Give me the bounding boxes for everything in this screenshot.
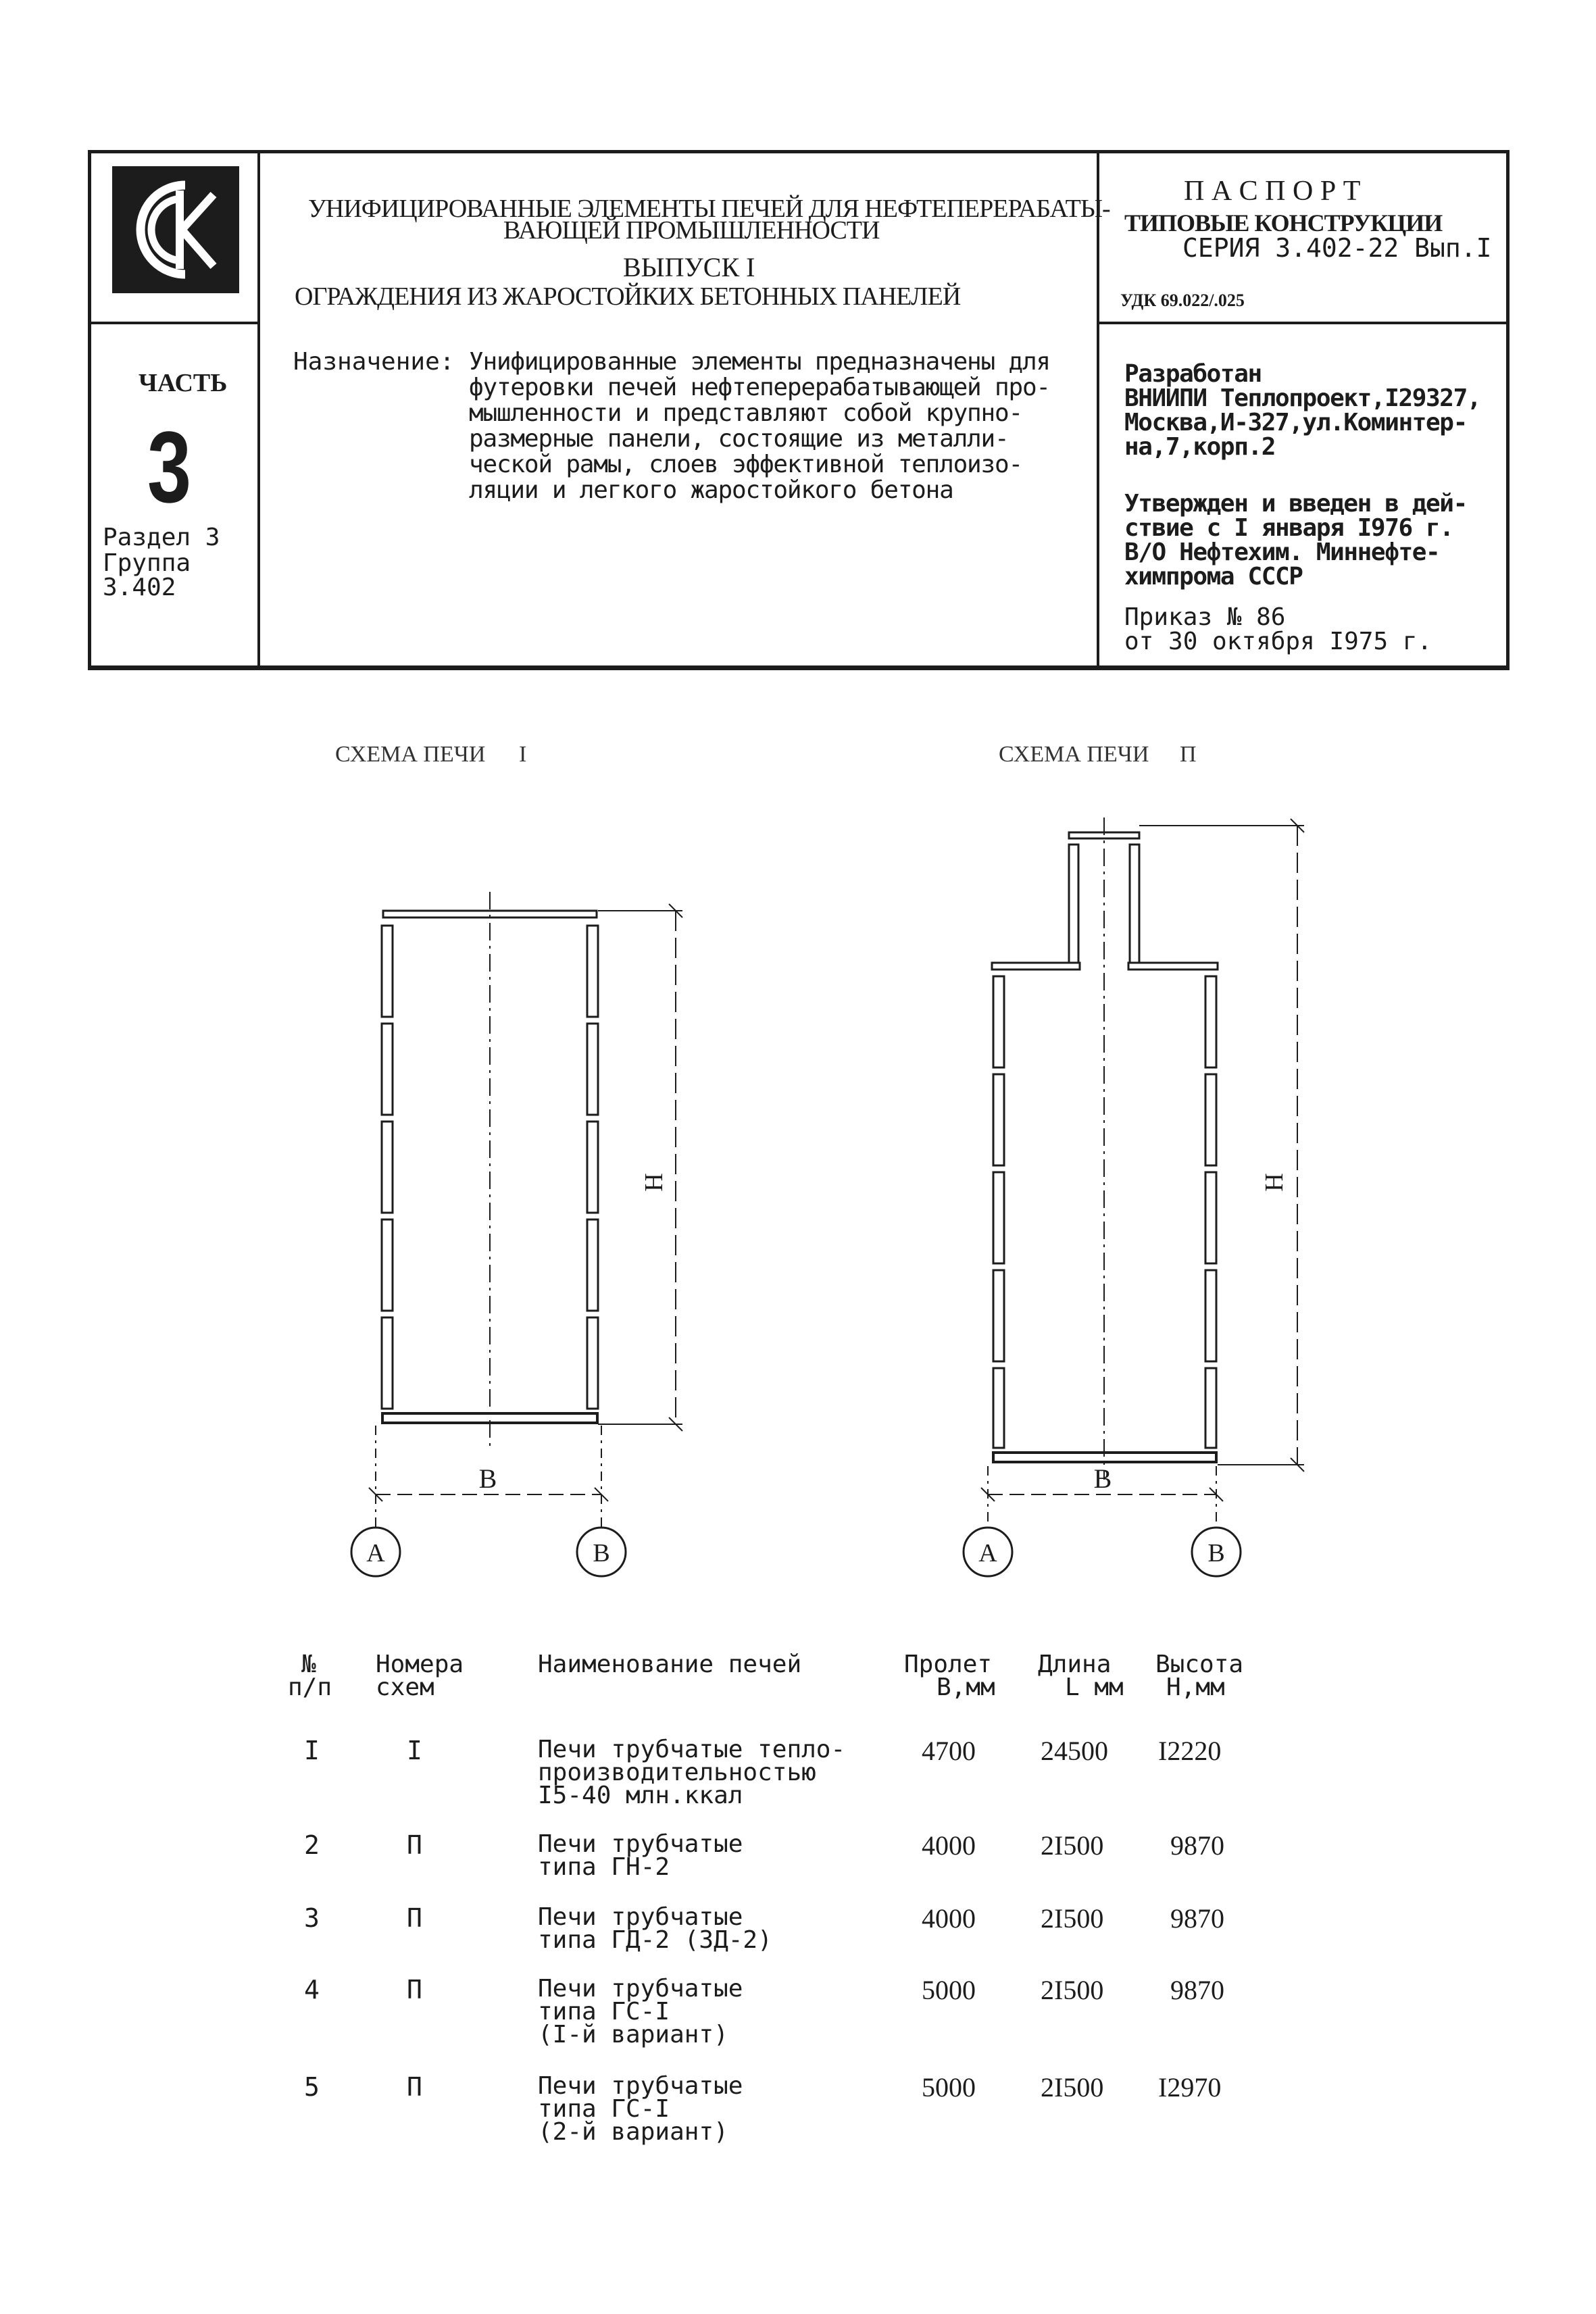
scheme2-dim-b: В (1093, 1463, 1112, 1494)
row2-name-2: типа ГН-2 (538, 1853, 670, 1881)
passport-title: П А С П О Р Т (1184, 176, 1361, 207)
row5-name-1: Печи трубчатые (538, 2072, 743, 2100)
purpose-label: Назначение: (293, 348, 455, 376)
row3-height: 9870 (1170, 1903, 1224, 1934)
th-scheme-1: Номера (376, 1651, 464, 1678)
row1-length: 24500 (1041, 1736, 1108, 1766)
row5-name-3: (2-й вариант) (538, 2118, 728, 2146)
group-code: 3.402 (103, 574, 176, 601)
th-height-1: Высота (1155, 1651, 1244, 1678)
header-title-line1: УНИФИЦИРОВАННЫЕ ЭЛЕМЕНТЫ ПЕЧЕЙ ДЛЯ НЕФТЕПЕРЕРАБАТЫ- (308, 195, 1110, 223)
udk: УДК 69.022/.025 (1120, 291, 1245, 310)
scheme1-title: СХЕМА ПЕЧИ (335, 742, 486, 767)
section-label: Раздел 3 (103, 524, 220, 551)
row3-scheme: П (407, 1903, 422, 1933)
order-line-1: Приказ № 86 (1124, 603, 1286, 631)
logo (112, 166, 239, 293)
row2-scheme: П (407, 1830, 422, 1860)
row5-scheme: П (407, 2072, 422, 2102)
th-span-2: В,мм (937, 1674, 995, 1701)
purpose-line-3: мышленности и представляют собой крупно- (469, 399, 1022, 427)
row2-span: 4000 (922, 1830, 976, 1861)
part-number: 3 (147, 410, 192, 524)
row3-length: 2I500 (1041, 1903, 1104, 1934)
th-name: Наименование печей (538, 1651, 802, 1678)
row4-num: 4 (304, 1975, 320, 2005)
purpose-line-5: ческой рамы, слоев эффективной теплоизо- (469, 451, 1022, 478)
approval-line-1: Утвержден и введен в дей- (1124, 490, 1467, 518)
row4-length: 2I500 (1041, 1975, 1104, 2005)
row4-name-2: типа ГС-I (538, 1998, 670, 2026)
scheme2-dim-h: Н (1260, 1173, 1289, 1192)
approval-line-3: В/О Нефтехим. Миннефте- (1124, 538, 1440, 566)
row5-length: 2I500 (1041, 2072, 1104, 2103)
row5-num: 5 (304, 2072, 320, 2102)
row2-num: 2 (304, 1830, 320, 1860)
purpose-line-1: Унифицированные элементы предназначены для (469, 348, 1050, 376)
row1-span: 4700 (922, 1736, 976, 1766)
scheme2-title: СХЕМА ПЕЧИ (999, 742, 1149, 767)
approval-line-2: ствие с I января I976 г. (1124, 514, 1453, 542)
approval-line-4: химпрома СССР (1124, 563, 1303, 590)
developer-line-3: Москва,И-327,ул.Коминтер- (1124, 409, 1467, 436)
th-length-2: L мм (1065, 1674, 1124, 1701)
series-line: СЕРИЯ 3.402-22 Вып.I (1182, 233, 1492, 263)
group-label: Группа (103, 549, 191, 577)
row1-name-3: I5-40 млн.ккал (538, 1782, 743, 1809)
th-scheme-2: схем (376, 1674, 434, 1701)
row2-length: 2I500 (1041, 1830, 1104, 1861)
th-num-1: № (301, 1651, 316, 1678)
th-num-2: п/п (288, 1674, 332, 1701)
order-line-2: от 30 октября I975 г. (1124, 628, 1432, 655)
row5-name-2: типа ГС-I (538, 2095, 670, 2123)
row4-scheme: П (407, 1975, 422, 2005)
scheme1-dim-b: В (478, 1463, 497, 1494)
row1-name-1: Печи трубчатые тепло- (538, 1736, 846, 1763)
scheme2-axis-a: А (978, 1539, 997, 1567)
row3-span: 4000 (922, 1903, 976, 1934)
part-label: ЧАСТЬ (139, 369, 228, 397)
header-issue: ВЫПУСК I (623, 252, 755, 282)
purpose-line-6: ляции и легкого жаростойкого бетона (469, 476, 953, 504)
row1-height: I2220 (1158, 1736, 1222, 1766)
purpose-line-4: размерные панели, состоящие из металли- (469, 425, 1009, 453)
developer-line-2: ВНИИПИ Теплопроект,I29327, (1124, 384, 1481, 412)
developer-line-1: Разработан (1124, 360, 1262, 388)
scheme1-drawing (351, 892, 682, 1576)
furnace-schemes-drawing (0, 777, 1596, 1655)
row3-name-2: типа ГД-2 (ЗД-2) (538, 1926, 772, 1954)
scheme1-axis-a: А (366, 1539, 385, 1567)
header-title-line2: ВАЮЩЕЙ ПРОМЫШЛЕННОСТИ (503, 216, 880, 245)
purpose-line-2: футеровки печей нефтеперерабатывающей про- (469, 374, 1050, 401)
th-span-1: Пролет (904, 1651, 993, 1678)
th-height-2: Н,мм (1166, 1674, 1225, 1701)
developer-line-4: на,7,корп.2 (1124, 433, 1276, 461)
sk-logo-icon (112, 166, 239, 293)
scheme1-dim-h: Н (640, 1173, 668, 1192)
th-length-1: Длина (1038, 1651, 1112, 1678)
row1-num: I (304, 1736, 320, 1765)
row2-height: 9870 (1170, 1830, 1224, 1861)
row4-name-1: Печи трубчатые (538, 1975, 743, 2003)
scheme2-axis-b: В (1207, 1539, 1225, 1567)
scheme2-num: П (1180, 742, 1197, 767)
row1-scheme: I (407, 1736, 422, 1765)
row1-name-2: производительностью (538, 1759, 816, 1786)
scheme1-num: I (519, 742, 527, 767)
header-subtitle: ОГРАЖДЕНИЯ ИЗ ЖАРОСТОЙКИХ БЕТОННЫХ ПАНЕЛЕЙ (295, 282, 961, 311)
type-line: ТИПОВЫЕ КОНСТРУКЦИИ (1124, 209, 1443, 236)
scheme1-axis-b: В (593, 1539, 610, 1567)
row4-name-3: (I-й вариант) (538, 2021, 728, 2048)
row2-name-1: Печи трубчатые (538, 1830, 743, 1858)
row4-span: 5000 (922, 1975, 976, 2005)
row5-span: 5000 (922, 2072, 976, 2103)
row3-num: 3 (304, 1903, 320, 1933)
row4-height: 9870 (1170, 1975, 1224, 2005)
row3-name-1: Печи трубчатые (538, 1903, 743, 1931)
row5-height: I2970 (1158, 2072, 1222, 2103)
scheme2-drawing (964, 818, 1304, 1576)
